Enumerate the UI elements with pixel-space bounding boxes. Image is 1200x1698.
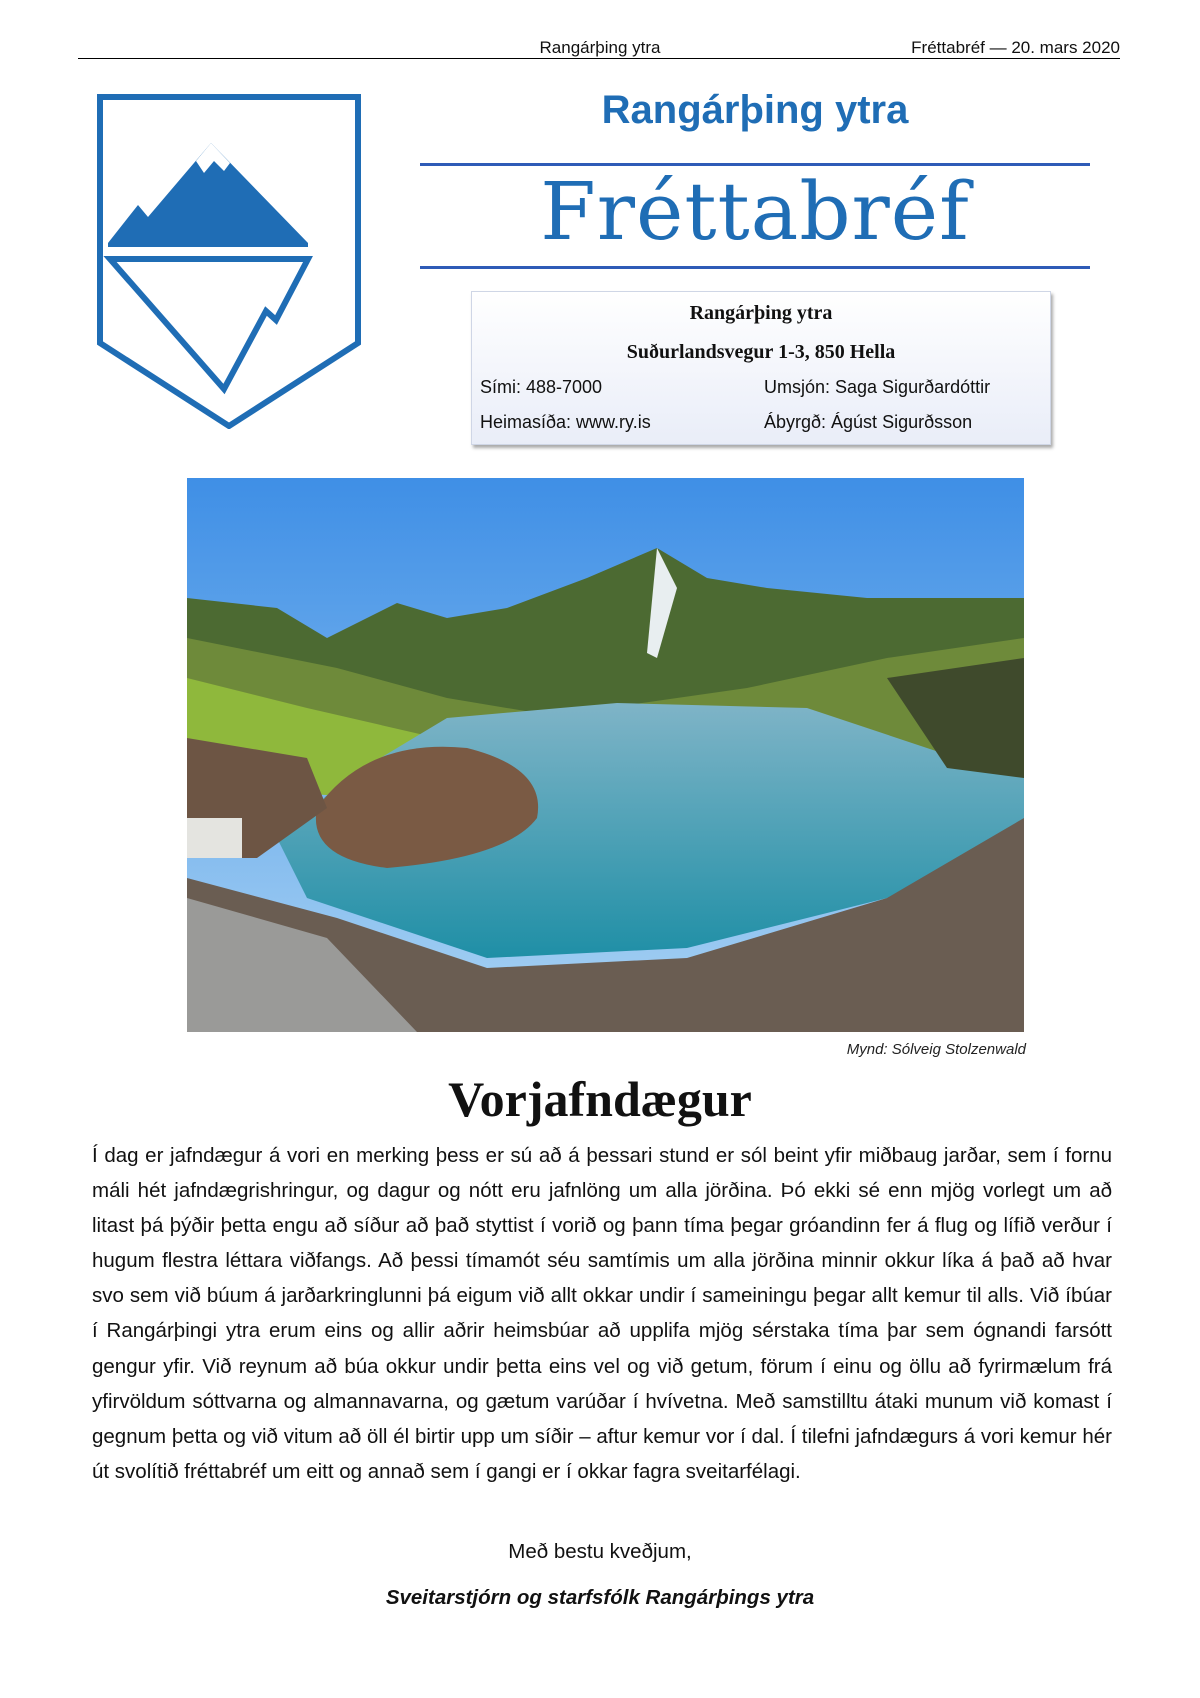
contact-address: Suðurlandsvegur 1-3, 850 Hella	[626, 341, 896, 363]
contact-phone: Sími: 488-7000	[480, 377, 603, 397]
newsletter-title: Fréttabréf	[540, 165, 970, 258]
contact-editor: Umsjón: Saga Sigurðardóttir	[764, 377, 991, 397]
header-rule	[78, 58, 1120, 59]
contact-website[interactable]: Heimasíða: www.ry.is	[480, 412, 651, 432]
header-municipality: Rangárþing ytra	[539, 38, 661, 57]
header-issue: Fréttabréf — 20. mars 2020	[911, 38, 1120, 57]
article-closing: Með bestu kveðjum,	[508, 1540, 692, 1563]
article-heading: Vorjafndægur	[448, 1071, 752, 1127]
contact-responsible: Ábyrgð: Ágúst Sigurðsson	[764, 412, 973, 432]
contact-name: Rangárþing ytra	[689, 302, 833, 324]
landscape-photo	[187, 478, 1024, 1032]
brand-name: Rangárþing ytra	[601, 88, 909, 132]
coat-of-arms-logo	[96, 93, 362, 429]
photo-caption: Mynd: Sólveig Stolzenwald	[846, 1041, 1026, 1058]
article-body: Í dag er jafndægur á vori en merking þess er sú að á þessari stund er sól beint yfir miðbaug jarðar, sem í fornu máli hét jafndægrishringur, og dagur og nótt eru jafnlöng um alla jörðina. Þó ekki sé enn mjög vorlegt um að litast þá þýðir þetta engu að síður að það styttist í vorið og þann tíma þegar gróandinn fer á flug og lífið verður í hugum flestra léttara viðfangs. Að þessi tímamót séu samtímis um alla jörðina minnir okkur líka á það að hvar svo sem við búum á jarðarkringlunni þá eigum við allt okkar undir í sameiningu þegar allt kemur til alls. Við íbúar í Rangárþingi ytra erum eins og allir aðrir heimsbúar að upplifa mjög sérstaka tíma þar sem ógnandi farsótt gengur yfir. Við reynum að búa okkur undir þetta eins vel og við getum, förum í einu og öllu að fyrirmælum frá yfirvöldum sóttvarna og almannavarna, og gætum varúðar í hvívetna. Með samstilltu átaki munum við komast í gegnum þetta og við vitum að öll él birtir upp um síðir – aftur kemur vor í dal. Í tilefni jafndægurs á vori kemur hér út svolítið fréttabréf um eitt og annað sem í gangi er í okkar fagra sveitarfélagi.	[92, 1144, 1112, 1483]
title-rule-bottom	[420, 266, 1090, 269]
article-signature: Sveitarstjórn og starfsfólk Rangárþings ytra	[385, 1586, 815, 1609]
contact-box	[471, 291, 1051, 445]
